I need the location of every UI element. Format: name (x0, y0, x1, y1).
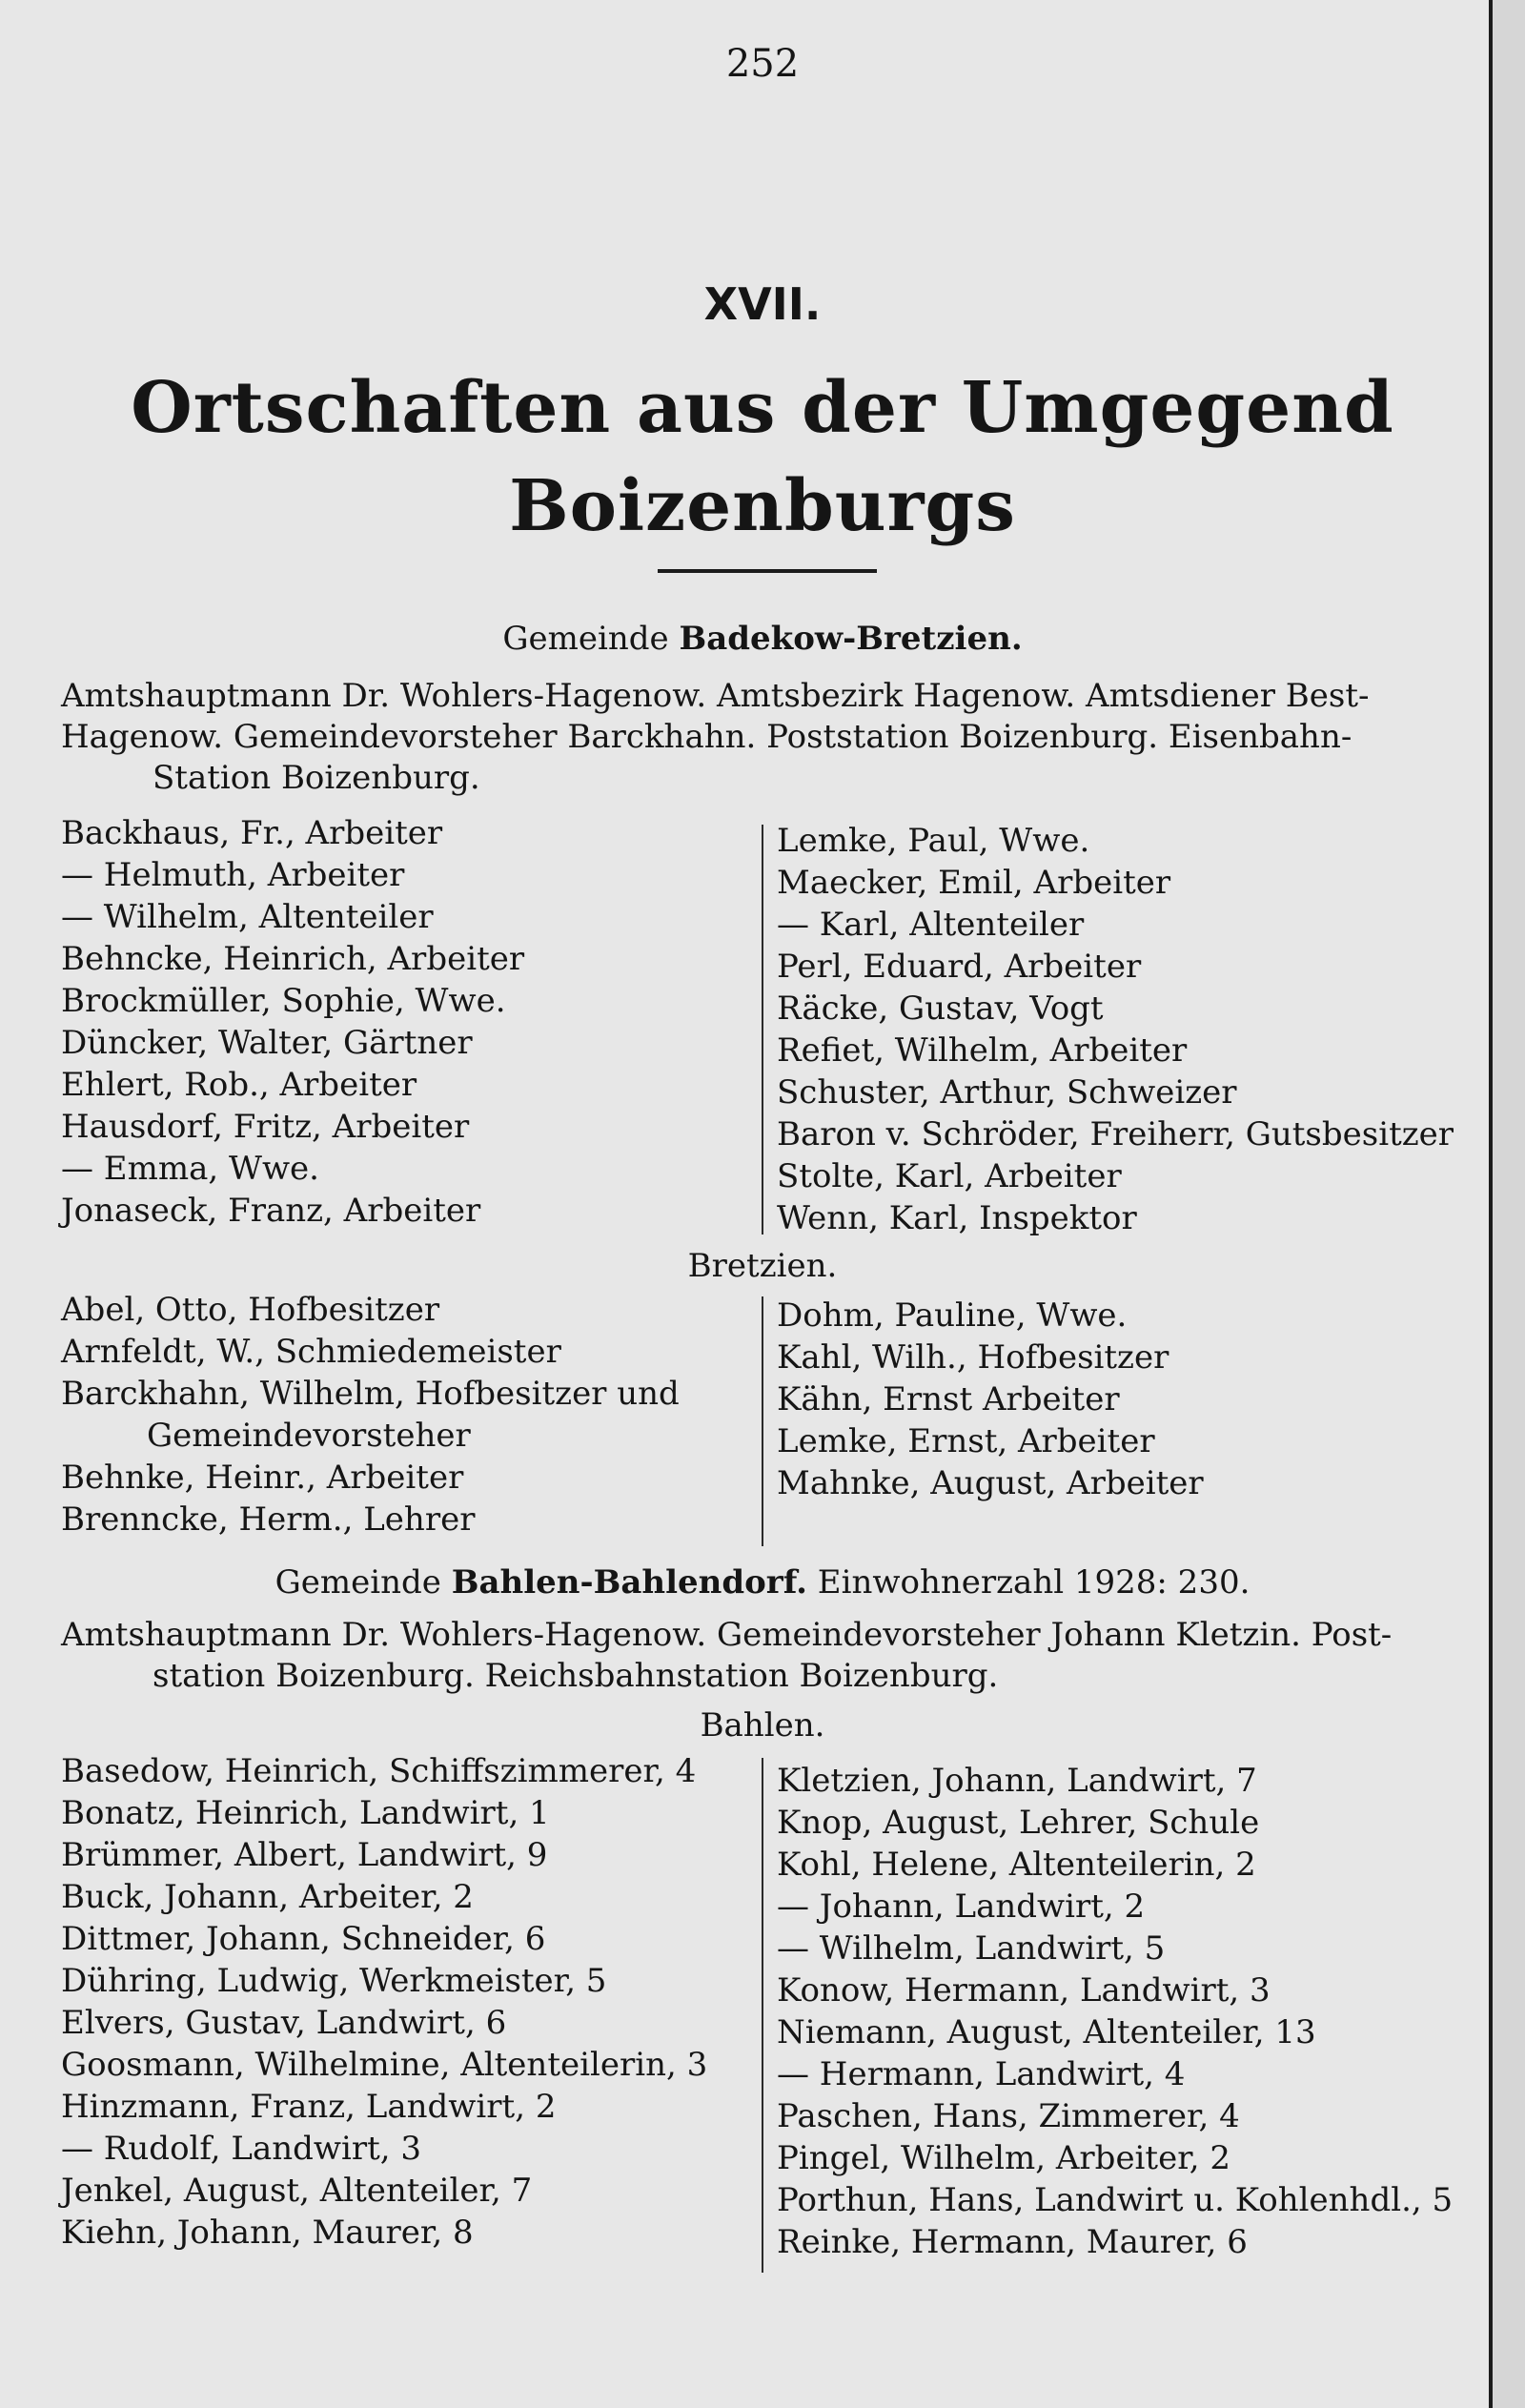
resident-entry: Lemke, Paul, Wwe. (777, 822, 1090, 860)
column-divider (762, 1296, 763, 1546)
resident-entry: Düncker, Walter, Gärtner (61, 1024, 473, 1062)
resident-entry: Backhaus, Fr., Arbeiter (61, 814, 443, 852)
section-heading-population: Einwohnerzahl 1928: 230. (817, 1563, 1250, 1602)
resident-entry: Porthun, Hans, Landwirt u. Kohlenhdl., 5 (777, 2181, 1454, 2219)
resident-entry: Arnfeldt, W., Schmiedemeister (61, 1333, 561, 1371)
section-intro-bahlen (61, 1615, 1472, 1697)
resident-entry: Goosmann, Wilhelmine, Altenteilerin, 3 (61, 2046, 708, 2084)
resident-entry: Schuster, Arthur, Schweizer (777, 1073, 1237, 1112)
chapter-title-line2: Boizenburgs (509, 465, 1016, 547)
resident-entry: Dittmer, Johann, Schneider, 6 (61, 1920, 546, 1958)
resident-entry: Basedow, Heinrich, Schiffszimmerer, 4 (61, 1752, 697, 1790)
chapter-title-line1: Ortschaften aus der Umgegend (131, 367, 1394, 449)
resident-entry: Maecker, Emil, Arbeiter (777, 864, 1171, 902)
chapter-number: XVII. (703, 278, 822, 330)
resident-entry: Kahl, Wilh., Hofbesitzer (777, 1338, 1169, 1377)
resident-entry: Knop, August, Lehrer, Schule (777, 1804, 1260, 1842)
sub-heading-bahlen: Bahlen. (700, 1706, 825, 1745)
title-divider (658, 569, 877, 573)
resident-entry-continuation: Gemeindevorsteher (147, 1417, 471, 1455)
resident-entry: Ehlert, Rob., Arbeiter (61, 1066, 417, 1104)
resident-entry: Konow, Hermann, Landwirt, 3 (777, 1971, 1271, 2010)
resident-entry: Perl, Eduard, Arbeiter (777, 948, 1142, 986)
resident-entry: Hinzmann, Franz, Landwirt, 2 (61, 2088, 557, 2126)
resident-entry: Behncke, Heinrich, Arbeiter (61, 940, 525, 978)
resident-entry: Dohm, Pauline, Wwe. (777, 1296, 1128, 1335)
resident-entry: — Emma, Wwe. (61, 1150, 319, 1188)
resident-entry: Brockmüller, Sophie, Wwe. (61, 982, 506, 1020)
resident-entry: Behnke, Heinr., Arbeiter (61, 1459, 464, 1497)
resident-entry: Lemke, Ernst, Arbeiter (777, 1422, 1155, 1460)
resident-entry: Brümmer, Albert, Landwirt, 9 (61, 1836, 548, 1874)
column-divider (762, 1758, 763, 2273)
resident-entry: — Karl, Altenteiler (777, 906, 1085, 944)
residents-left-bretzien (61, 1289, 680, 1541)
resident-entry: Bonatz, Heinrich, Landwirt, 1 (61, 1794, 550, 1832)
resident-entry: Wenn, Karl, Inspektor (777, 1199, 1137, 1237)
resident-entry: Stolte, Karl, Arbeiter (777, 1157, 1122, 1195)
residents-left-bahlen (61, 1750, 707, 2254)
section-heading-prefix: Gemeinde (502, 620, 669, 658)
resident-entry: Mahnke, August, Arbeiter (777, 1464, 1204, 1502)
resident-entry: — Helmuth, Arbeiter (61, 856, 405, 894)
residents-right-bahlen (777, 1760, 1453, 2263)
section-heading-badekow (0, 620, 1525, 658)
section-heading-name: Badekow-Bretzien. (679, 620, 1023, 658)
resident-entry: Jonaseck, Franz, Arbeiter (61, 1192, 481, 1230)
resident-entry: Niemann, August, Altenteiler, 13 (777, 2013, 1316, 2051)
section-heading-bahlen (0, 1563, 1525, 1602)
resident-entry: Jenkel, August, Altenteiler, 7 (61, 2172, 533, 2210)
section-heading-name: Bahlen-Bahlendorf. (451, 1563, 807, 1602)
intro-line: Amtshauptmann Dr. Wohlers-Hagenow. Amtsbezirk Hagenow. Amtsdiener Best- (61, 677, 1370, 715)
intro-line: Amtshauptmann Dr. Wohlers-Hagenow. Gemeindevorsteher Johann Kletzin. Post- (61, 1616, 1393, 1654)
intro-line: station Boizenburg. Reichsbahnstation Boizenburg. (152, 1657, 999, 1695)
resident-entry: Barckhahn, Wilhelm, Hofbesitzer und (61, 1375, 680, 1413)
residents-left-badekow (61, 812, 524, 1232)
page-gutter-edge (1489, 0, 1525, 2408)
resident-entry: Pingel, Wilhelm, Arbeiter, 2 (777, 2139, 1230, 2177)
resident-entry: Dühring, Ludwig, Werkmeister, 5 (61, 1962, 607, 2000)
column-divider (762, 825, 763, 1235)
resident-entry: Paschen, Hans, Zimmerer, 4 (777, 2097, 1240, 2135)
resident-entry: Refiet, Wilhelm, Arbeiter (777, 1031, 1188, 1070)
resident-entry: Kähn, Ernst Arbeiter (777, 1380, 1120, 1418)
resident-entry: Elvers, Gustav, Landwirt, 6 (61, 2004, 507, 2042)
section-intro-badekow (61, 676, 1472, 799)
resident-entry: Hausdorf, Fritz, Arbeiter (61, 1108, 470, 1146)
resident-entry: — Hermann, Landwirt, 4 (777, 2055, 1186, 2093)
resident-entry: Kohl, Helene, Altenteilerin, 2 (777, 1846, 1256, 1884)
residents-right-badekow (777, 820, 1454, 1239)
resident-entry: — Wilhelm, Altenteiler (61, 898, 434, 936)
intro-line: Station Boizenburg. (152, 759, 480, 797)
resident-entry: Baron v. Schröder, Freiherr, Gutsbesitzer (777, 1115, 1454, 1153)
resident-entry: — Rudolf, Landwirt, 3 (61, 2130, 422, 2168)
resident-entry: Reinke, Hermann, Maurer, 6 (777, 2223, 1248, 2261)
resident-entry: Räcke, Gustav, Vogt (777, 990, 1104, 1028)
resident-entry: Abel, Otto, Hofbesitzer (61, 1291, 440, 1329)
resident-entry: Kiehn, Johann, Maurer, 8 (61, 2214, 474, 2252)
intro-line: Hagenow. Gemeindevorsteher Barckhahn. Poststation Boizenburg. Eisenbahn- (61, 718, 1352, 756)
residents-right-bretzien (777, 1295, 1204, 1504)
resident-entry: — Johann, Landwirt, 2 (777, 1888, 1146, 1926)
section-heading-prefix: Gemeinde (274, 1563, 441, 1602)
resident-entry: Brenncke, Herm., Lehrer (61, 1500, 476, 1539)
page-number: 252 (725, 42, 800, 86)
sub-heading-bretzien: Bretzien. (687, 1247, 838, 1285)
resident-entry: — Wilhelm, Landwirt, 5 (777, 1929, 1166, 1968)
resident-entry: Kletzien, Johann, Landwirt, 7 (777, 1762, 1257, 1800)
resident-entry: Buck, Johann, Arbeiter, 2 (61, 1878, 474, 1916)
